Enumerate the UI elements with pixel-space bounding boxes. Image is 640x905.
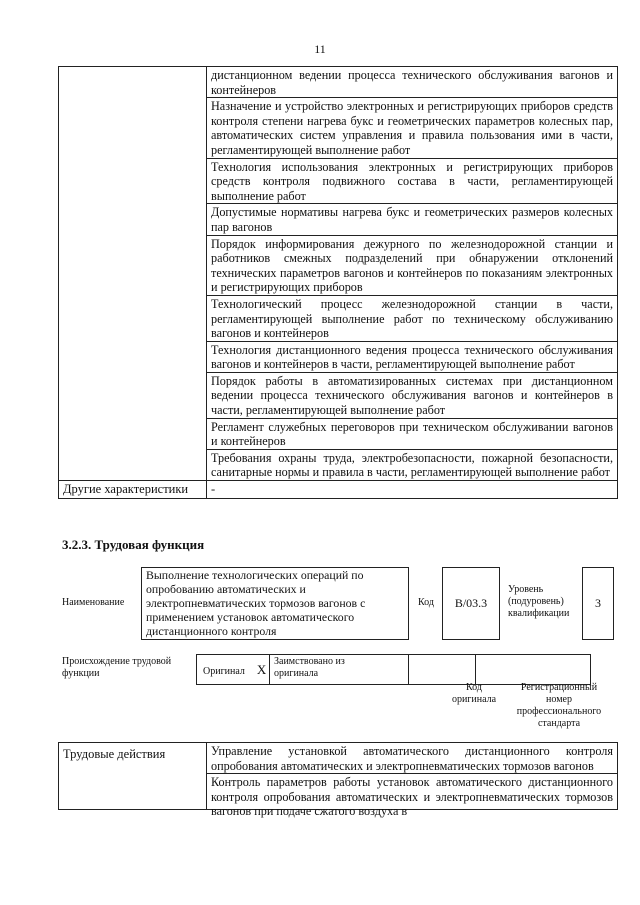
caption-line: оригинала	[451, 694, 497, 705]
caption-line: номер	[546, 694, 572, 705]
level-label-line: квалификации	[508, 608, 570, 619]
row-text: Технология дистанционного ведения процесса технического обслуживания вагонов и контейнеров в части, регламентирующей выполнение работ	[211, 342, 613, 372]
caption-line: Код	[466, 682, 482, 693]
table-cell	[207, 341, 618, 372]
table-cell	[207, 372, 618, 418]
table-cell	[207, 449, 618, 480]
row-text: Порядок информирования дежурного по железнодорожной станции и работников смежных подразделений при обнаружении отклонений технических параметров вагонов и контейнеров по показаниям электронных и регистрирующих приборов	[211, 236, 613, 295]
borrowed-label-line: Заимствовано из	[274, 656, 345, 667]
page-number: 11	[314, 42, 326, 56]
origin-table	[196, 654, 591, 685]
registration-number-cell	[476, 655, 591, 685]
other-characteristics-row	[59, 481, 618, 499]
other-characteristics-value: -	[207, 481, 618, 499]
qualification-level-label	[508, 584, 569, 620]
origin-label-line: Происхождение трудовой	[62, 656, 172, 667]
original-code-caption	[442, 682, 506, 706]
origin-label-line: функции	[62, 668, 100, 679]
table-row	[59, 743, 618, 774]
row-text: Технологический процесс железнодорожной станции в части, регламентирующей выполнение работ по техническому обслуживанию вагонов и контейнеров	[211, 296, 613, 341]
name-label: Наименование	[62, 597, 125, 608]
table-cell	[207, 295, 618, 341]
caption-line: профессионального	[516, 706, 602, 717]
qualification-level-box: 3	[582, 567, 614, 640]
row-text: Требования охраны труда, электробезопасности, пожарной безопасности, санитарные нормы и правила в части, регламентирующей выполнение работ	[211, 450, 613, 480]
caption-line: стандарта	[537, 718, 581, 729]
function-name-box: Выполнение технологических операций по опробованию автоматических и электропневматических тормозов вагонов с применением установок автоматического дистанционного контроля	[141, 567, 409, 640]
table-cell	[207, 158, 618, 204]
labor-actions-label: Трудовые действия	[59, 743, 207, 810]
table-cell	[207, 235, 618, 295]
caption-line: Регистрационный	[520, 682, 598, 693]
table-row	[59, 67, 618, 98]
function-code-box: B/03.3	[442, 567, 500, 640]
level-label-line: Уровень	[508, 584, 544, 595]
table-cell	[207, 418, 618, 449]
table-row	[197, 655, 591, 685]
row-text: Регламент служебных переговоров при техническом обслуживании вагонов и контейнеров	[211, 419, 613, 449]
labor-actions-table	[58, 742, 618, 819]
table-cell	[207, 774, 618, 819]
code-label: Код	[418, 597, 434, 608]
row-text: Назначение и устройство электронных и регистрирующих приборов средств контроля степени нагрева букс и геометрических параметров колесных пар, автоматических систем управления и правила пользования ими в части, регламентирующей выполнение работ	[211, 99, 613, 157]
table-cell	[207, 67, 618, 98]
row-text: Управление установкой автоматического дистанционного контроля опробования автоматических и электропневматических тормозов вагонов	[211, 744, 613, 773]
empty-label-cell	[59, 67, 207, 481]
original-cell	[197, 655, 270, 685]
row-text: Порядок работы в автоматизированных системах при дистанционном ведении процесса технического обслуживания вагонов и контейнеров в части, регламентирующей выполнение работ	[211, 373, 613, 418]
original-mark: X	[256, 661, 267, 677]
level-label-line: (подуровень)	[508, 596, 564, 607]
original-label: Оригинал	[203, 665, 245, 677]
borrowed-cell	[270, 655, 409, 685]
row-text: дистанционном ведении процесса технического обслуживания вагонов и контейнеров	[211, 68, 613, 97]
table-cell	[207, 743, 618, 774]
origin-label	[62, 656, 171, 680]
registration-number-caption	[506, 682, 612, 730]
section-heading: 3.2.3. Трудовая функция	[62, 537, 205, 552]
original-code-cell	[409, 655, 476, 685]
other-characteristics-label: Другие характеристики	[59, 481, 207, 499]
row-text: Технология использования электронных и регистрирующих приборов средств контроля подвижного состава в части, регламентирующей выполнение работ	[211, 159, 613, 203]
table-cell	[207, 98, 618, 158]
table-cell	[207, 204, 618, 235]
row-text: Контроль параметров работы установок автоматического дистанционного контроля опробования автоматических и электропневматических тормозов вагонов при подаче сжатого воздуха в	[211, 775, 613, 819]
borrowed-label-line: оригинала	[274, 668, 319, 679]
knowledge-table	[58, 66, 618, 499]
row-text: Допустимые нормативы нагрева букс и геометрических размеров колесных пар вагонов	[211, 205, 613, 234]
